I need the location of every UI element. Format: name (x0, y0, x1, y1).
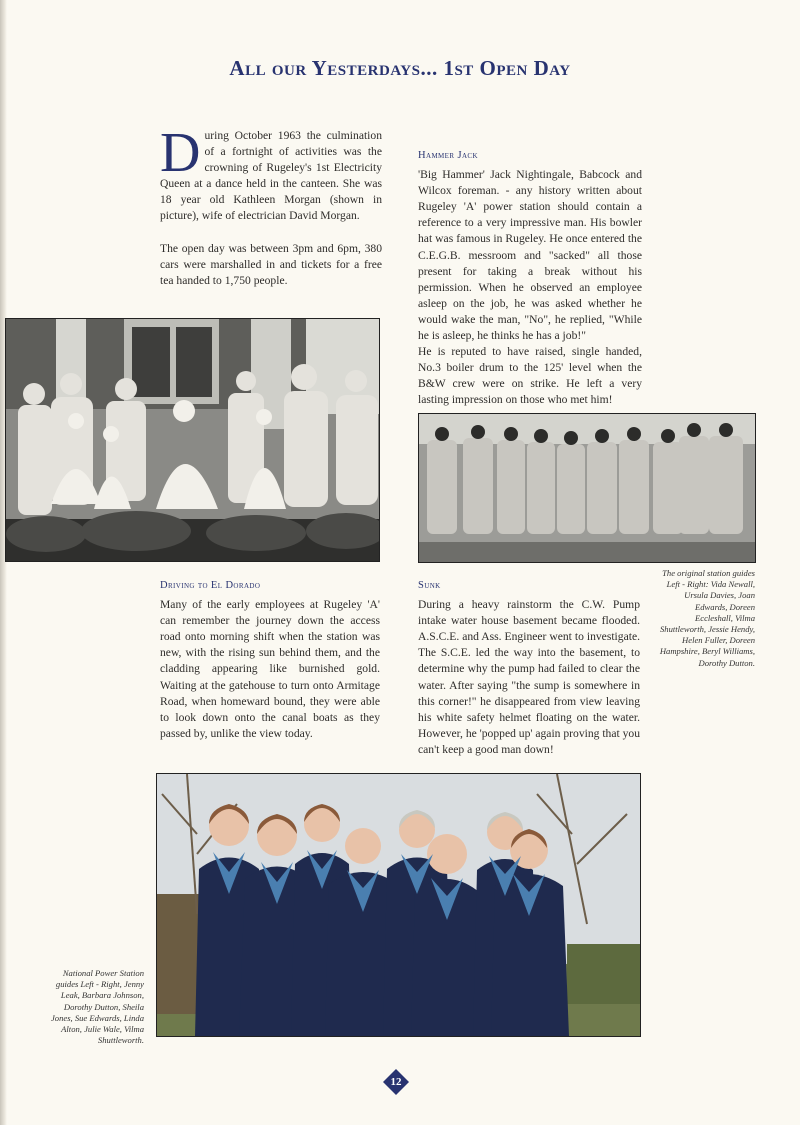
intro-paragraph-2: The open day was between 3pm and 6pm, 380 cars were marshalled in and tickets for a free tea handed to 1,750 people. (160, 241, 382, 287)
original-guides-photo (418, 413, 756, 563)
hammer-jack-article (418, 148, 642, 409)
drop-cap: D (160, 122, 201, 184)
intro-article (160, 122, 382, 289)
el-dorado-heading: Driving to El Dorado (160, 580, 261, 591)
sunk-paragraph: During a heavy rainstorm the C.W. Pump intake water house basement became flooded. A.S.C.E. and Ass. Engineer went to investigate. The S.C.E. led the way into the basement, to determine why the pump had failed to clear the water. After saying "the sump is somewhere in this corner!" he disappeared from view leaving his white safety helmet floating on the water. However, he 'popped up' again proving that you can't keep a good man down! (418, 598, 641, 756)
sunk-article (418, 578, 640, 758)
intro-paragraph-1 (160, 122, 382, 225)
hammer-jack-paragraph-2: He is reputed to have raised, single handed, No.3 boiler drum to the 125' level when the B&W crew were on strike. He left a very lasting impression on those who met him! (418, 345, 642, 407)
national-guides-photo (156, 773, 641, 1037)
hammer-jack-heading: Hammer Jack (418, 150, 478, 161)
national-guides-photo-image (157, 774, 640, 1036)
page-number: 12 (390, 1076, 402, 1088)
hammer-jack-paragraph-1: 'Big Hammer' Jack Nightingale, Babcock and Wilcox foreman. - any history written about Rugeley 'A' power station should contain a reference to a very impressive man. His bowler hat was famous in Rugeley. He once entered the C.E.G.B. messroom and "sacked" all those present for taking a break without his permission. When he observed an employee asleep on the job, he was asked whether he would wake the man, "No", he replied, "While he is asleep, he thinks he has a job!" (418, 168, 642, 343)
original-guides-caption: The original station guides Left - Right: Vida Newall, Ursula Davies, Joan Edwards, Doreen Eccleshall, Vilma Shuttleworth, Jessie Hendy, Helen Fuller, Doreen Hampshire, Beryl Williams, Dorothy Dutton. (659, 568, 755, 668)
electricity-queen-photo-image (6, 319, 379, 561)
el-dorado-article (160, 578, 380, 742)
intro-text-1: uring October 1963 the culmination of a fortnight of activities was the crowning of Rugeley's 1st Electricity Queen at a dance held in the canteen. She was 18 year old Kathleen Morgan (shown in picture), wife of electrician David Morgan. (160, 129, 382, 223)
page-title: All our Yesterdays... 1st Open Day (229, 56, 571, 80)
sunk-heading: Sunk (418, 580, 441, 591)
page-binding-edge (0, 0, 7, 1125)
original-guides-photo-image (419, 414, 755, 562)
national-guides-caption: National Power Station guides Left - Right, Jenny Leak, Barbara Johnson, Dorothy Dutton, Sheila Jones, Sue Edwards, Linda Alton, Julie Wale, Vilma Shuttleworth. (50, 968, 144, 1046)
electricity-queen-photo (5, 318, 380, 562)
el-dorado-paragraph: Many of the early employees at Rugeley 'A' can remember the journey down the access road onto morning shift when the station was new, with the rising sun behind them, and the cladding appearing like burnished gold. Waiting at the gatehouse to turn onto Armitage Road, when homeward bound, they were able to look down onto the canal boats as they passed by, unlike the view today. (160, 598, 380, 740)
